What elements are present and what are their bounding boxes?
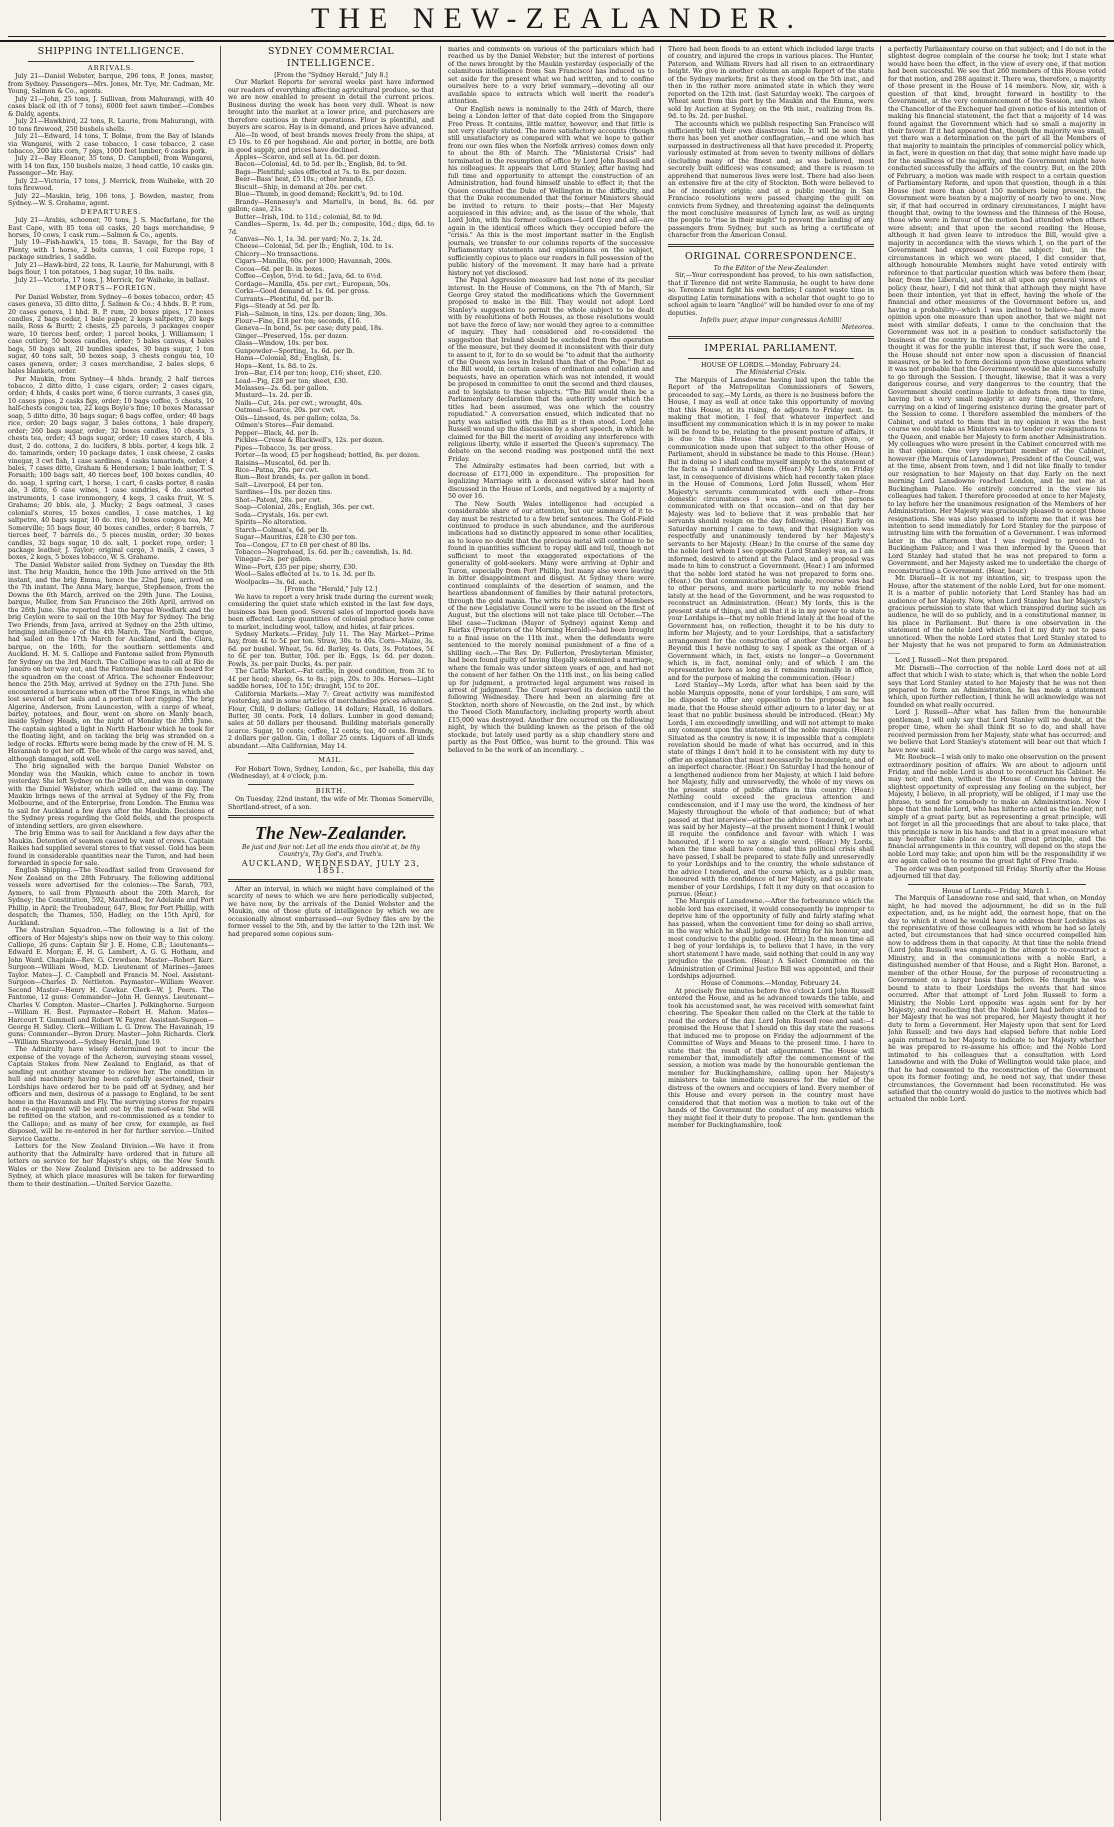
debate-paragraph: Lord J. Russell—Not then prepared. bbox=[895, 657, 1009, 665]
price-entry: Shot—Patent, 28s. per cwt. bbox=[235, 496, 323, 504]
price-entry: Flour—Fine, £18 per ton; seconds, £16. bbox=[235, 317, 362, 325]
price-entry: Canvas—No. 1, 1s. 3d. per yard; No. 2, 1s. 2d. bbox=[235, 235, 383, 243]
divider bbox=[248, 784, 414, 785]
price-entry: Sardines—10s. per dozen tins. bbox=[235, 489, 333, 497]
source-note: [From the "Herald," July 12.] bbox=[284, 586, 378, 594]
divider bbox=[908, 884, 1086, 885]
arrival-entry: July 21—Bay Eleanor, 35 tons, D. Campbell, from Wangarei, with 14 ton flax, 150 bushels maize, 3 head cattle, 10 casks gin. Passenger—Mr. Hay. bbox=[8, 155, 214, 178]
article-paragraph: maries and comments on various of the particulars which had reached us by the Daniel Webster; but the interest of portions of the news brought by the Maukin yesterday (especially of the calamitous intelligence from San Francisco) has induced us to set aside for the present what we had written, and to confine ourselves here to a very brief summary,—devoting all our available space to extracts which well merit the reader's attention. bbox=[448, 46, 654, 106]
price-entry: Oils—Linseed, 4s. per gallon; colza, 5s. bbox=[235, 414, 361, 422]
debate-paragraph: Mr. Roebuck—I wish only to make one observation on the present extraordinary position of affairs. We are about to adjourn until Friday, and the noble Lord is about to reconstruct his Cabinet. He may not; and then, without the House of Commons having the slightest opportunity of expressing any feeling on the subject, her Majesty, I believe, in all propriety, will be obliged, if I may use the phrase, to send for somebody to make an Administration. Now I hope that the noble Lord, who has hitherto acted as the leader, not simply of a great party, but as representing a great principle, will not forget in all the proceedings that are about to take place, that this principle is now in his hands; and that in a great measure what may hereafter take place as to that great principle, and the financial arrangements in this country, will depend on the steps the noble Lord may take; and upon him will be the responsibility if we are again called on to resume the great fight of Free Trade. bbox=[888, 754, 1106, 866]
price-entry: Biscuit—Ship, in demand at 20s. per cwt. bbox=[235, 183, 368, 191]
debate-paragraph: The order was then postponed till Friday. Shortly after the House adjourned till that day. bbox=[888, 865, 1106, 881]
price-entry: Glass—Window, 10s. per box. bbox=[235, 340, 329, 348]
price-entry: Rum—Best brands, 4s. per gallon in bond. bbox=[235, 474, 370, 482]
price-entry: Pickles—Crosse & Blackwell's, 12s. per dozen. bbox=[235, 437, 385, 445]
price-entry: Salt—Liverpool, £4 per ton. bbox=[235, 481, 324, 489]
arrival-entry: July 21—Hawkbird, 22 tons, R. Laurie, from Mahurangi, with 10 tons firewood, 250 bushels shells. bbox=[8, 118, 214, 133]
california-markets: California Markets.—May 7: Great activity was manifested yesterday, and in some articles of merchandise prices advanced. Flour, Chili, 9 dollars; Gallego, 14 dollars; Haxall, 16 dollars. Butter, 30 cents. Pork, 14 dollars. Lumber in good demand; sales at 50 dollars per thousand. Building materials generally scarce. Sugar, 10 cents; coffee, 12 cents; tea, 40 cents. Brandy, 2 dollars per gallon. Gin, 1 dollar 25 cents. Liquors of all kinds abundant.—Alta Californian, May 14. bbox=[228, 690, 434, 750]
debate-paragraph: Mr. Disraeli—The correction of the noble Lord does not at all affect that which I wish to state; which is, that when the noble Lord says that Lord Stanley stated to her Majesty that he was not then prepared to form an Administration, he has made a statement which, upon further reflection, I think he will acknowledge was not founded on what really occurred. bbox=[888, 664, 1106, 709]
price-entry: Spirits—No alteration. bbox=[235, 519, 307, 527]
price-entry: Wine—Port, £35 per pipe; sherry, £30. bbox=[235, 563, 358, 571]
price-entry: Tobacco—Negrohead, 1s. 6d. per lb.; cavendish, 1s. 8d. bbox=[235, 549, 413, 556]
price-entry: Geneva—In bond, 5s. per case; duty paid, 18s. bbox=[235, 325, 384, 333]
market-report: We have to report a very brisk trade during the current week; considering the quiet state which existed in the last few days, business has been good. Several sales of imported goods have been effected. Large quantities of colonial produce have come to market, including wool, tallow, and hides, at fair prices. bbox=[228, 593, 434, 631]
shipping-heading: SHIPPING INTELLIGENCE. bbox=[37, 46, 185, 57]
source-note: [From the "Sydney Herald," July 8.] bbox=[274, 72, 388, 79]
arrival-entry: July 21—Daniel Webster, barque, 296 tons, P. Jones, master, from Sydney. Passengers—Mrs. Jones, Mr. Tye, Mr. Cadman, Mr. Young, Salmon & Co., agents. bbox=[8, 73, 214, 96]
divider bbox=[228, 879, 434, 882]
column-3 bbox=[448, 46, 654, 1821]
debate-paragraph: Mr. Disraeli—It is not my intention, sir, to trespass upon the House, after the statement of the noble Lord, but for one moment. It is a matter of public notoriety that Lord Stanley has had an audience of her Majesty. Now, when Lord Stanley has her Majesty's gracious permission to state that which transpired during such an audience, he will do so publicly, and in a constitutional manner, in his place in Parliament. But there is one observation in the statement of the noble Lord which I feel it my duty not to pass unnoticed. When the noble Lord states that Lord Stanley stated to her Majesty that he was not prepared to form an Administration—— bbox=[888, 575, 1106, 657]
column-4 bbox=[668, 46, 874, 1821]
arrivals-heading: ARRIVALS. bbox=[87, 64, 135, 72]
price-entry: Beer—Bass' best, £5 10s.; other brands, £5. bbox=[235, 176, 376, 184]
lords-friday-heading: House of Lords.—Friday, March 1. bbox=[942, 887, 1052, 895]
article-paragraph: Our English news is nominally to the 24th of March, there being a London letter of that date copied from the Singapore Free Press. It contains, little matter, however, and that little is not very clearly stated. The more satisfactory accounts (though still unsatisfactory as compared with what we hope to gather from our own files when the Norfolk arrives) comes down only to about the 8th of March. The "Ministerial Crisis" had terminated in the resumption of office by Lord John Russell and his colleagues. It appears that Lord Stanley, after having had full time and opportunity to attempt the construction of an Administration, had found himself unable to effect it; that the Queen consulted the Duke of Wellington in the difficulty, and that the Duke recommended that the former Ministers should be invited to return to their posts;—that Her Majesty acquiesced in this advice; and, as the issue of the whole, that Lord John, with his former colleagues—Lord Grey and all—are again in the identical offices which they occupied before the "crisis." As this is the most important matter in the English journals, we transfer to our columns reports of the successive Parliamentary statements and explanations on the subject, sufficiently copious to place our readers in full possession of the public history of the movement. It may have had a private history not yet disclosed. bbox=[448, 105, 654, 277]
price-entry: Soda—Crystals, 16s. per cwt. bbox=[235, 511, 329, 519]
price-entry: Tea—Congou, £7 to £8 per chest of 80 lbs. bbox=[235, 541, 371, 549]
masthead-rule bbox=[8, 36, 1106, 37]
price-entry: Iron—Bar, £14 per ton; hoop, £16; sheet, £20. bbox=[235, 370, 382, 378]
letters-notice: Letters for the New Zealand Division.—We have it from authority that the Admiralty have ordered that in future all letters on service for her Majesty's ships, on the New South Wales or the New Zealand Division are to be addressed to Sydney, at which place measures will be taken for forwarding them to their destination.—United Service Gazette. bbox=[8, 1143, 214, 1188]
price-entry: Hops—Kent, 1s. 8d. to 2s. bbox=[235, 362, 318, 370]
debate-paragraph: The Marquis of Lansdowne having laid upon the table the Report of the Metropolitan Commissioners of Sewers, proceeded to say,—My Lords, as there is no business before the House, I may as well at once take this opportunity of moving that this House, at its rising, do adjourn to Friday next. In making that motion, I feel that whatever imperfect and insufficient my communication which it is in my power to make will be found to be, relating to the present posture of affairs, it is due to this House that any information given, or communication made upon that subject to the other House of Parliament, should in substance be made to this House. (Hear.) But in doing so I shall confine myself simply to the statement of the facts as I understand them. (Hear.) My Lords, on Friday last, in consequence of divisions which had recently taken place in the House of Commons, Lord John Russell, whom Her Majesty's servants communicated with each other—from domestic circumstances I was not one of the persons communicated with on that occasion—and on that day her Majesty was led to believe that it was probable that her servants should resign on the day following. (Hear.) Early on Saturday morning I came to town, and that resignation was respectfully and unanimously tendered by her Majesty's servants to her Majesty. (Hear.) In the course of the same day the noble lord whom I see opposite (Lord Stanley) was, as I am informed, desired to attend at the Palace, and a proposal was made to him to construct a Government. (Hear.) I am informed that the noble lord stated he was not prepared to form one. (Hear.) On that communication being made, recourse was had to other persons, and more particularly to my noble friend lately at the head of the Government, and he was requested to reconstruct an Administration. (Hear.) My lords, this is the present state of things, and all that it is in my power to state to your Lordships is—that my noble friend lately at the head of the Government has, on reflection, thought it to be his duty to inform her Majesty, and to your Lordships, that a satisfactory arrangement for the construction of another Cabinet. (Hear.) Beyond this I have nothing to say. I speak as the organ of a Government which, in fact, exists no longer—a Government which is, in fact, nominal only; and of which I am the representative here as long as it remains nominally in office, and for the purpose of making the communication. (Hear.) bbox=[668, 376, 874, 682]
letter-body: Sir,—Your correspondent has proved, to his own satisfaction, that if Terence did not write Ramnusia, he ought to have done so. Terence must fight his own battles; I cannot waste time in disputing Latin terminations with a scholar that ought to go to school again to learn "Anglicé" will be handed over to one of my deputies. bbox=[668, 272, 874, 317]
price-entry: Coffee—Ceylon, 5½d. to 6d.; Java, 6d. to 6½d. bbox=[235, 273, 383, 281]
departure-entry: July 21—Hawk-bird, 22 tons, R. Laurie, for Mahurangi, with 8 bags flour, 1 ton potatoes, 1 bag sugar, 10 lbs. nails. bbox=[8, 261, 214, 277]
debate-paragraph: Lord J. Russell—After what has fallen from the honourable gentleman, I will only say that Lord Stanley will no doubt, at the proper time, when he shall think fit so to do, and shall have received permission from her Majesty, state what has occurred; and we believe that Lord Stanley's statement will bear out that which I have now said. bbox=[888, 709, 1106, 754]
price-list bbox=[228, 132, 434, 587]
correspondence-address: To the Editor of the New-Zealander. bbox=[713, 264, 829, 272]
leader-paragraph: After an interval, in which we might have complained of the scarcity of news to which we are here periodically subjected, we have now, by the arrivals of the Daniel Webster and the Maukin, one of those gluts of intelligence by which we are occasionally almost embarrassed—our Sydney files are by the former vessel to the 5th, and by the latter to the 12th inst. We had prepared some copious sum- bbox=[228, 885, 434, 938]
article-paragraph: The Papal Aggression measure had lost none of its peculiar interest. In the House of Commons, on the 7th of March, Sir George Grey stated the modifications which the Government proposed to make in the Bill. They would not adopt Lord Stanley's suggestion to permit the whole subject to be dealt with by resolutions of both Houses, as those resolutions would not have the force of law; nor would they agree to a committee of inquiry. They had considered and re-considered the suggestion that Ireland should be excluded from the operation of the measure, but they deemed it inconsistent with their duty to assent to it, for to do so would be "to admit that the authority of the Queen was less in Ireland than that of the Pope." But as the Bill would, in certain cases of ordination and collation and bequests, have an operation which was not intended, it would be proposed in committee to omit the second and third clauses, and to legislate to these subjects. "The Bill would then be a Parliamentary declaration that the authority under which the titles had been assumed, was one which the country repudiated." A conversation ensued, which indicated that no party was satisfied with the Bill as it then stood. Lord John Russell wound up the discussion by a short speech, in which he claimed for the Bill the merit of avoiding any interference with religious liberty, while it asserted the Queen's supremacy. The debate on the second reading was postponed until the next Friday. bbox=[448, 277, 654, 463]
debate-paragraph: The Marquis of Lansdowne rose and said, that when, on Monday night, he had moved the adjournment, he did so in the full expectation, and, as he might add, the earnest hope, that on the day to which it stood he would have to address their Lordships as the representative of those colleagues with whom he had so lately acted, but circumstances that had since occurred compelled him now to address them in that capacity. At that time the noble friend (Lord John Russell) was engaged in the attempt to re-construct a Ministry, and in the communications with a noble Earl, a distinguished member of that House, and a Right Hon. Baronet, a member of the other House, for the purpose of reconstructing a Government on a larger basis than before. He thought he was bound to state to their Lordships the events that had since occurred. After that attempt of Lord John Russell to form a Ministry, the Noble Lord opposite was again sent for by her Majesty; and recollecting that the Noble Lord had before stated to her Majesty that he was not prepared, her Majesty thought it her duty to form a Government. Her Majesty upon that sent for Lord John Russell; and two days had elapsed before that noble Lord again returned to her Majesty to indicate to her Majesty whether he was prepared to re-assume his office; and the Noble Lord intimated to his colleagues that a consultation with Lord Lansdowne and with the Duke of Wellington would take place, and that he had consented to the reconstruction of the Government upon its former footing; and, he need not say, that under these circumstances, the Government had been reconstituted. He was satisfied that the country would do justice to the motives which had actuated the noble Lord. bbox=[888, 895, 1106, 1104]
news-paragraph: The brig signalled with the barque Daniel Webster on Monday was the Maukin, which came to anchor in town yesterday. She left Sydney on the 29th ult., and was in company with the Daniel Webster, which sailed on the same day. The Maukin brings news of the arrival at Sydney of the Fly, from Melbourne, and of the Enterprise, from London. The Emma was to sail for Auckland a few days after the Maukin. Decisions of the Sydney press regarding the Gold fields, and the prospects of intending settlers, are given elsewhere. bbox=[8, 763, 214, 830]
sydney-markets: Sydney Markets.—Friday, July 11. The Hay Market—Prime hay, from 4£ to 5£ per ton. Straw, 30s. to 40s. Corn—Maize, 3s. 6d. per bushel. Wheat, 5s. 6d. Barley, 4s. Oats, 3s. Potatoes, 5£ to 6£ per ton. Butter, 10d. per lb. Eggs, 1s. 6d. per dozen. Fowls, 3s. per pair. Ducks, 4s. per pair. bbox=[228, 630, 434, 668]
price-entry: Ale—In wood, of best brands moves freely from the ships, at £5 10s. to £6 per hogshead. Ale and porter, in bottle, are both in good supply, and prices have declined. bbox=[228, 131, 434, 154]
price-entry: Mustard—1s. 2d. per lb. bbox=[235, 392, 313, 400]
departures-heading: DEPARTURES. bbox=[80, 207, 142, 216]
birth-notice: On Tuesday, 22nd instant, the wife of Mr. Thomas Somerville, Shortland-street, of a son. bbox=[228, 796, 434, 811]
price-entry: Starch—Colman's, 6d. per lb. bbox=[235, 526, 329, 534]
column-5 bbox=[888, 46, 1106, 1821]
news-paragraph: The brig Emma was to sail for Auckland a few days after the Maukin. Detention of seamen caused by want of crews. Captain Raikes had supplied several stores to that vessel. Gold has been found in considerable quantities near the Turon, and had been forwarded in specie for sale. bbox=[8, 830, 214, 868]
price-entry: Cocoa—6d. per lb. in boxes. bbox=[235, 265, 325, 273]
price-entry: Soap—Colonial, 28s.; English, 36s. per cwt. bbox=[235, 504, 375, 512]
price-entry: Oatmeal—Scarce, 20s. per cwt. bbox=[235, 407, 336, 415]
commons-heading: House of Commons.—Monday, February 24. bbox=[700, 980, 842, 988]
column-divider bbox=[440, 46, 441, 1821]
lords-heading: HOUSE OF LORDS.—Monday, February 24. bbox=[701, 361, 841, 369]
departure-entry: July 21—Victoria, 17 tons, J. Merrick, for Waiheke, in ballast. bbox=[15, 276, 210, 284]
imports-heading: IMPORTS—FOREIGN. bbox=[65, 284, 157, 293]
debate-paragraph: The Marquis of Lansdowne.—After the forbearance which the noble lord has exercised, it would consequently be improper to deprive him of the opportunity of fully and fairly stating what has passed, when the convenient time for doing so shall arrive, in the way which he shall judge most fitting for his honour, and most conducive to the public good. (Hear.) In the mean time all I beg of your lordships is, to believe that I have, in the very short statement I have made, said nothing that could in any way prejudice the question. (Hear.) A Select Committee on the Administration of Criminal Justice Bill was appointed, and their Lordships adjourned. bbox=[668, 898, 874, 981]
debate-paragraph: a perfectly Parliamentary course on that subject; and I do not in the slightest degree complain of the course he took; but I state what would have been the effect, in the view of every one, if that motion had been successful. We see that 260 members of this House voted for that motion, and 288 against it. There was, therefore, a majority of those present in the House of 14 members. Now, sir, with a question of that kind, brought forward in hostility to the Government, at the very commencement of the Session, and when the Chancellor of the Exchequer had given notice of his intention of making his financial statement, the fact that a majority of 14 was found against the Government which had so small a majority in their favour. If it had appeared that, though the majority was small, yet there was a determination on the part of all the Members of that majority to maintain the principles of commercial policy which, in fact, were in question on that day, that some might have made up for the smallness of the majority, and the Government might have conducted successfully the affairs of the country. But, on the 20th of February, a motion was made with respect to a certain question of Parliamentary Reform, and upon that question, though in a thin House (not more than about 150 members being present), the Government were beaten by a majority of nearly two to one. Now, sir, if that had occurred in ordinary circumstances, I might have thought that, owing to the lowness and the thinness of the House, those who were in favour of the motion had attended when others were absent; and that upon the second reading the House, although it had given leave to introduce the Bill, would give a majority in accordance with the views which I, on the part of the Government had expressed on the subject; but, in the circumstances in which we were placed, I did consider that, although honourable Members might have voted entirely with reference to that particular question which was before them (hear, hear, from the Liberals), and not at all upon any general views of policy (hear, hear), I did not think that although they might have been their intention, yet that in effect, having the whole of the financial and other measures of the Government before us, and having a probability—which I was inclined to believe—had more opinion upon one measure than upon another, that we might not meet with similar defeats, I came to the conclusion that the Government was not in a position to conduct satisfactorily the business of the country in this House during the Session, and I thought it was for the public interest that, if such were the case, the House should not enter now upon a discussion of financial measures, or be led to form decisions upon those questions where it was not probable that the Government would be able successfully to go through the Session. I thought, likewise, that it was a very dangerous course, and very dangerous to the country, that the Government should continue liable to defeats from time to time, having but a very small majority at any time, and, therefore, carrying on a kind of lingering existence during the greater part of the Session to come. I therefore assembled the members of the Cabinet, and stated to them that in my opinion it was the best course we could take as Ministers was to tender our resignations to the Queen, and enable her Majesty to form another Administration. My colleagues who were present in the Cabinet concurred with me in that opinion. One very important member of the Cabinet, however (the Marquis of Lansdowne), President of the Council, was at the time, absent from town, and I did not like finally to tender our resignation to her Majesty on that day. Early on the next morning Lord Lansdowne reached London, and he met me at Buckingham Palace. He entirely concurred in the view his colleagues had taken. I therefore proceeded at once to her Majesty, to lay before her the unanimous resignation of the Members of her Administration. Her Majesty was graciously pleased to accept those resignations. She was also pleased to inform me that it was her intention to send immediately for Lord Stanley for the purpose of intrusting him with the formation of a Government. I was informed later in the afternoon that I was required to proceed to Buckingham Palace; and I was then informed by the Queen that Lord Stanley had stated that he was not prepared to form a Government, and her Majesty asked me to undertake the charge of reconstructing a Government. (Hear, hear.) bbox=[888, 46, 1106, 575]
divider bbox=[248, 753, 414, 754]
price-entry: Candles—Sperm, 1s. 4d. per lb.; composite, 10d.; dips, 6d. to 7d. bbox=[228, 221, 434, 236]
column-2 bbox=[228, 46, 434, 1821]
imports-text: Per Maukin, from Sydney—4 hhds. brandy, 2 half tierces tobacco, 2 ditto ditto, 1 case cigars, order; 2 cases cigars, order; 4 hhds, 4 casks port wine, 6 tierce currants, 3 cases gin, 10 cases pipes, 2 casks figs, order; 10 bags coffee, 5 chests, 10 half-chests congou tea, 22 kegs Boyle's fine; 10 boxes Macassar soap, 5 ditto ditto, 30 bags sugar; 6 bags coffee, order; 40 bags rice, order; 20 bags sugar, 3 bales cottons, 1 bale drapery, order; 260 bags sugar, order; 32 boxes candles, 10 chests, 3 chests tea, order; 43 bags sugar, order; 10 cases starch, 4 bls. dust, 2 do. cottons, 2 do. lucifers, 8 bbls. porter, 4 kegs blk. 2 do. tamarinds, order; 10 package dates, 1 cask cheese, 2 casks vinegar, 3 cwt fish, 1 case sardines, 4 casks tamarinds, order; 4 bales, 7 cases ditto, Graham & Henderson; 1 bale leather, T. S. Forsaith; 100 bags salt, 40 tierces beef, 100 boxes candles, 40 do. soap, 1 spring cart, 1 horse, 1 cart, 6 casks porter, 8 casks ale, 3 ditto, 6 case wines, 1 case sundries, 4 do. assorted instruments, 1 case ironmongery, 4 kegs, 3 casks fruit, W. S. Grahame; 20 bbls. ale, J. Mucky; 2 bags oatmeal, 3 cases colonial's stores, 15 boxes candles, 1 case matches, 1 kg saltpetre, 40 bags sugar, 10 do. rice, 10 boxes congou tea, Mr. Somerville; 55 bags flour, 40 boxes candles, order; 8 barrels, 7 tierces beef, 7 barrels do., 5 pieces muslin, order; 30 boxes candles, 32 bags sugar, 10 do. salt, 1 pocket rope, order; 1 package leather, J. Taylor; original cargo, 3 mails, 2 cases, 3 boxes, 2 kegs, 5 boxes tobacco, W. S. Grahame. bbox=[8, 375, 214, 562]
price-entry: Blue—Thumb, in good demand; Reckitt's, 9d. to 10d. bbox=[235, 191, 404, 199]
column-divider bbox=[880, 46, 881, 1821]
divider bbox=[668, 336, 874, 339]
mail-heading: MAIL. bbox=[318, 756, 344, 765]
admiralty-notice: The Admiralty have wisely determined not to incur the expense of the voyage of the Acheron, surveying steam vessel, Captain Stokes from New Zealand to England, as that of sending out another steamer to relieve her. The condition in hull and machinery having been carefully ascertained, their Lordships have ordered her to be paid off at Sydney, and her officers and men, desirous of a passage to England, to be sent home in the Havannah and Fly. The surveying stores for repairs and re-equipment will be sent out by the men-of-war. She will be refitted on the station, and re-commissioned as a tender to the Calliope; and as many of her crew, for example, as feel disposed, will be re-entered in her for further service.—United Service Gazette. bbox=[8, 1046, 214, 1143]
correspondence-heading: ORIGINAL CORRESPONDENCE. bbox=[685, 250, 857, 262]
divider bbox=[28, 61, 194, 62]
arrival-entry: July 21—Edward, 14 tons, T. Bolme, from the Bay of Islands via Wangarei, with 2 case tobacco, 1 case tobacco, 2 case tobacco, 200 kits corn, 7 pigs, 1000 feet lumber, 6 casks pork. bbox=[8, 133, 214, 155]
debate-paragraph: At precisely five minutes before five o'clock Lord John Russell entered the House, and as he advanced towards the table, and took his accustomed seat, he was received with somewhat faint cheering. The Speaker then called on the Clerk at the table to read the orders of the day. Lord John Russell rose and said:—I promised the House that I should on this day state the reasons that induced me to propose on Friday the adjournment of the Committee of Ways and Means to the present time. I have to state that the result of that adjournment. The House will remember that, immediately after the commencement of the session, a motion was made by the honourable gentleman the member for Buckinghamshire, calling upon her Majesty's ministers to take immediate measures for the relief of the distress of the owners and occupiers of land. Every member of this House and every person in the country must have considered that that motion was a motion to take out of the hands of the Government the conduct of any measures which they might feel it their duty to propose. The hon. gentleman the member for Buckinghamshire, took bbox=[668, 987, 874, 1130]
price-entry: Pepper—Black, 4d. per lb. bbox=[235, 429, 319, 437]
masthead bbox=[0, 0, 1114, 42]
market-intro: Our Market Reports for several weeks past have informed our readers of everything affecting agricultural produce, so that we are now enabled to present in detail the current prices. Business during the week has been very dull. Wheat is now brought into the market at a lower price, and purchasers are therefore cautious in their operations. Flour is plentiful, and buyers are scarce. Hay is in demand, and prices have advanced. bbox=[228, 79, 434, 132]
price-entry: Brandy—Hennessy's and Martell's, in bond, 8s. 6d. per gallon; case, 21s. bbox=[228, 198, 434, 214]
price-entry: Chicory—No transactions. bbox=[235, 250, 319, 258]
price-entry: Bags—Plentiful; sales effected at 7s. to 8s. per dozen. bbox=[235, 168, 407, 176]
paper-motto: Be just and fear not: Let all the ends thou aim'st at, be thy Country's, Thy God's, and Truth's. bbox=[242, 843, 420, 858]
price-entry: Sugar—Mauritius, £28 to £30 per ton. bbox=[235, 534, 358, 542]
masthead-title: THE NEW-ZEALANDER. bbox=[311, 2, 803, 35]
letter-signature: Meteoros. bbox=[841, 324, 874, 332]
arrival-entry: July 22—Victoria, 17 tons, J. Merrick, from Waiheke, with 20 tons firewood. bbox=[8, 177, 214, 193]
english-shipping: English Shipping.—The Steadfast sailed from Gravesend for New Zealand on the 28th February. The following additional vessels were advertised for the colonies:—The Sarah, 793, Aymers, to sail from Plymouth about the 20th March, for Sydney; the Constitution, 592, Mauthead, for Adelaide and Port Phillip, in April; the Troubadour, 647, Blow, for Port Phillip, with despatch; the Thames, 550, Hadley, on the 15th April, for Auckland. bbox=[8, 867, 214, 927]
parliament-heading: IMPERIAL PARLIAMENT. bbox=[704, 342, 838, 354]
price-entry: Cigars—Manilla, 60s. per 1000; Havannah, 200s. bbox=[235, 258, 393, 266]
price-entry: Corks—Good demand at 1s. 6d. per gross. bbox=[235, 288, 370, 296]
price-entry: Gunpowder—Sporting, 1s. 6d. per lb. bbox=[235, 347, 355, 355]
letter-quote: Infelix puer, atque impar congressus Achilli! bbox=[700, 316, 842, 324]
price-entry: Cheese—Colonial, 5d. per lb.; English, 10d. to 1s. bbox=[235, 243, 394, 251]
price-entry: Pipes—Tobacco, 3s. per gross. bbox=[235, 444, 332, 452]
divider bbox=[228, 815, 434, 818]
crisis-heading: The Ministerial Crisis. bbox=[735, 369, 807, 377]
article-paragraph: The accounts which we publish respecting San Francisco will sufficiently tell their own disastrous tale. It will be seen that there has been yet another conflagration,—and one which has surpassed in destructiveness all that have preceded it. Property, variously estimated at from seven to twenty millions of dollars (including many of the finest and, as was believed, most securely built edifices) was consumed; and there is reason to apprehend that numerous lives were lost. There had also been an extensive fire at the city of Stockton. Both were believed to be of incendiary origin; and at a public meeting in San Francisco resolutions were passed charging the guilt on convicts from Sydney, and threatening against the delinquents the most conclusive measures of Lynch law, as well as urging the people to "rise in their might" to prevent the landing of any passengers from Sydney, but such as bring a certificate of character from the American Consul. bbox=[668, 120, 874, 240]
birth-heading: BIRTH. bbox=[315, 786, 347, 795]
arrival-entry: July 21—John, 25 tons, J. Sullivan, from Mahurangi, with 40 cases black oil (th of 7 tons), 6000 feet sawn timber.—Combes & Daldy, agents. bbox=[8, 95, 214, 118]
price-entry: Raisins—Muscatel, 6d. per lb. bbox=[235, 459, 331, 467]
price-entry: Currants—Plentiful, 6d. per lb. bbox=[235, 295, 334, 303]
price-entry: Porter—In wood, £5 per hogshead; bottled, 8s. per dozen. bbox=[235, 452, 421, 460]
commercial-heading: SYDNEY COMMERCIAL INTELLIGENCE. bbox=[267, 46, 395, 69]
price-entry: Fish—Salmon, in tins, 12s. per dozen; ling, 30s. bbox=[235, 310, 388, 318]
squadron-list: The Australian Squadron.—The following is a list of the officers of Her Majesty's ships now on their way to this colony. Calliope, 26 guns: Captain Sir J. E. Home, C.B.; Lieutenants—Edward E. Morgan; E. H. G. Lambert, A. G. G. Hotham, and John Ward. Chaplain—Rev. G. Crewdson. Master—Robert Kerr. Surgeon—William Wood, M.D. Lieutenant of Marines—James Taylor. Mates—J. C. Campbell and Francis M. Noel. Assistant-Surgeon—Charles D. Nettleton. Paymaster—William Weaver. Second Master—Henry H. Cawkar. Clerk—W. J. Peers. The Fantome, 12 guns: Commander—John H. Gennys. Lieutenant—Charles V. Compton. Master—Charles J. Polkinghorne. Surgeon—William H. Best. Paymaster—Robert H. Mahon. Mates—Harcourt T. Gummell and Robert W. Fayrer. Assistant-Surgeon—George H. Sidley. Clerk—William L. G. Drew. The Havannah, 19 guns: Commander—Byron Drury. Master—John Richards. Clerk—William Sharswood.—Sydney Herald, June 19. bbox=[8, 927, 214, 1046]
imports-text: Per Daniel Webster, from Sydney—6 boxes tobacco, order; 45 cases geneva, 35 ditto ditto, J. Salmon & Co.; 4 hhds. B. P. rum, 20 cases geneva, 1 hhd. B. P. rum, 20 boxes pipes, 17 boxes candles, 2 bags cedar, 1 bale paper, 2 kegs saltpetre, 20 kegs nails, Ross & Burtt; 2 chests, 25 parcels, 3 packages cooper ware, 10 tierces beef, order; 1 parcel books, J. Williamson; 1 case cutlery, 50 boxes candles, order; 5 bales canvas, 4 bales bags, 50 bags salt, 20 bundles spades, 30 bags sugar, 1 ton sugar, 40 tons salt, 50 boxes soap, 3 chests congou tea, 10 cases geneva, order; 3 cases merchandise, 2 bales slops, 6 bales blankets, order. bbox=[8, 293, 214, 376]
mail-notice: For Hobart Town, Sydney, London, &c., per Isabella, this day (Wednesday), at 4 o'clock, p.m. bbox=[228, 765, 434, 781]
price-entry: Molasses—2s. 6d. per gallon. bbox=[235, 385, 329, 393]
dateline: AUCKLAND, WEDNESDAY, JULY 23, 1851. bbox=[241, 858, 421, 876]
price-entry: Butter—Irish, 10d. to 11d.; colonial, 8d. to 9d. bbox=[235, 213, 383, 221]
price-entry: Lead—Pig, £28 per ton; sheet, £30. bbox=[235, 377, 348, 385]
column-divider bbox=[660, 46, 661, 1821]
arrival-entry: July 22—Maukin, brig, 106 tons, J. Bowden, master, from Sydney.—W. S. Grahame, agent. bbox=[8, 192, 214, 208]
divider bbox=[688, 358, 854, 359]
editorial-title-block bbox=[228, 822, 434, 875]
price-entry: Rice—Patna, 20s. per cwt. bbox=[235, 467, 319, 475]
cattle-market: The Cattle Market.—Fat cattle, in good condition, from 3£ to 4£ per head; sheep, 6s. to 8s.; pigs, 20s. to 30s. Horses—Light saddle horses, 10£ to 15£; draught, 15£ to 20£. bbox=[228, 668, 434, 691]
price-entry: Ginger—Preserved, 15s. per dozen. bbox=[235, 332, 349, 340]
article-paragraph: There had been floods to an extent which included large tracts of country, and injured the crops in various places. The Hunter, Paterson, and William Rivers had all risen to an extraordinary height. We give in another column an ample Report of the state of the Sydney markets; first as they stood on the 5th inst., and then in the rather more animated state in which they were reported on the 12th inst. (last Saturday week). The cargoes of Wheat sent from this port by the Maukin and the Emma, were sold by Auction at Sydney, on the 9th inst., realizing from 8s. 9d. to 9s. 2d. per bushel. bbox=[668, 46, 874, 121]
price-entry: Nails—Cut, 24s. per cwt.; wrought, 40s. bbox=[235, 399, 363, 407]
column-1 bbox=[8, 46, 214, 1821]
price-entry: Oilmen's Stores—Fair demand. bbox=[235, 422, 335, 430]
column-divider bbox=[220, 46, 221, 1821]
debate-paragraph: Lord Stanley—My Lords, after what has been said by the noble Marquis opposite, none of your lordships, I am sure, will be disposed to offer any opposition to the proposal he has made, that the House should either adjourn to a later day, or at least that no public business should be introduced. (Hear.) My Lords, I am exceedingly unwilling, and will not attempt to make any comment upon the statement of the noble marquis. (Hear.) Situated as the country is now, it is impossible that a complete revelation should be made of what has occurred, and in this state of things I don't hold it to be consistent with my duty to offer an explanation that must necessarily be incomplete, and of an imperfect character. (Hear.) On Saturday I had the honour of a lengthened audience from her Majesty, at which I laid before her Majesty, fully and unreservedly, the whole of my views on the present state of public affairs in this country. (Hear.) Nothing could exceed the gracious attention and condescension, and if I may use the word, the kindness of her Majesty throughout the whole of that audience; but of what passed at that interview—either the advice I tendered, or what was said by her Majesty—at the present moment I think I would ill requite the confidence and favour with which I was honoured, if I were to say a single word. (Hear.) My Lords, when the time shall have come, and this political crisis shall have passed, I shall be prepared to state fully and unreservedly to your Lordships and to the country, the whole substance of the advice I tendered, and the course which, as a public man, honoured with the confidence of her Majesty, and as a private member of your Lordships, I felt it my duty on that occasion to pursue. (Hear.) bbox=[668, 682, 874, 899]
paper-name: The New-Zealander. bbox=[255, 822, 407, 843]
article-paragraph: The Admiralty estimates had been carried, but with a decrease of £171,000 in expenditure.. The proposition for legalizing Marriage with a deceased wife's sister had been discussed in the House of Lords, and negatived by a majority of 50 over 16. bbox=[448, 463, 654, 501]
price-entry: Figs—Steady at 5d. per lb. bbox=[235, 303, 320, 311]
price-entry: Wool—Sales effected at 1s. to 1s. 3d. per lb. bbox=[235, 571, 376, 579]
price-entry: Cordage—Manilla, 45s. per cwt.; European, 50s. bbox=[235, 280, 391, 288]
divider bbox=[668, 244, 874, 247]
price-entry: Woolpacks—3s. 6d. each. bbox=[235, 578, 316, 586]
article-paragraph: The New South Wales intelligence had occupied a considerable share of our attention, but our summary of it to-day must be restricted to a few brief sentences. The Gold-Field continued to produce in such abundance, and the auriferous indications had so distinctly appeared in some other localities, as to leave no doubt that the precious metal will continue to be found in quantities sufficient to repay skill and toil, though not sufficient to meet the exaggerated expectations of the generality of gold-seekers. Many were arriving at Ophir and Turon, especially from Port Phillip, but many also were leaving in bitter disappointment and disgust. At Sydney there were continued complaints of the desertion of seamen, and the heartless abandonment of families by their natural protectors, through the gold mania. The writs for the election of Members of the new Legislative Council were to be issued on the first of August, but the elections will not take place till October.—The libel case—Tuckman (Mayor of Sydney) against Kemp and Fairfax (Proprietors of the Morning Herald)—had been brought to a final issue on the 11th inst., when the defendants were sentenced to the merely nominal punishment of a fine of a shilling each.—The Rev. Dr. Fullerton, Presbyterian Minister, had been found guilty of having illegally solemnized a marriage, where the female was under sixteen years of age, and had not the consent of her father. On the 11th inst., on his being called up for judgment, a protracted legal argument was raised in arrest of judgment. The Court reserved its decision until the following Wednesday. There had been an alarming fire at Stockton, north shore of Newcastle, on the 2nd inst., by which the Tweed Cloth Manufactory, including property worth about £15,000 was destroyed. Another fire occurred on the following night, by which the building known as the prison of the old stockade, but lately used partly as a ship chandlery store and partly as the Post Office, was burnt to the ground. This was believed to be the work of an incendiary. .. bbox=[448, 500, 654, 754]
departure-entry: July 21—Arabis, schooner, 70 tons, J. S. Macfarlane, for the East Cape, with 85 tons oil casks, 20 bags merchandise, 9 horses, 10 cows, 1 cask rum.—Salmon & Co., agents. bbox=[8, 217, 214, 239]
departure-entry: July 19—Fish-hawk's, 15 tons, B. Savage, for the Bay of Plenty, with 1 horse, 2 bolts canvas, 1 coil Europe rope, 1 package sundries, 1 saddle. bbox=[8, 239, 214, 262]
price-entry: Vinegar—2s. per gallon. bbox=[235, 556, 312, 564]
price-entry: Hams—Colonial, 8d.; English, 1s. bbox=[235, 355, 342, 363]
news-paragraph: The Daniel Webster sailed from Sydney on Tuesday the 8th inst. The brig Maukin, hence the 19th June arrived on the 5th instant, and the brig Emma, hence the 22nd June, arrived on the 7th instant. The Anna Mary, barque, Stephenson, from the Downs the 6th March, arrived on the 29th June. The Louisa, barque, Muller, from San Francisco the 26th April, arrived on the 26th June. She reported that the barque Woodlark and the brig Ceylon were to sail on the 10th May for Sydney. The brig Two Friends, from Java, arrived at Sydney on the 25th ultimo, bringing intelligence of the 4th March. The Norfolk, barque, had sailed on the 17th March for Auckland, and the Clara, barque, on the 16th, for the southern settlements and Auckland. H. M. S. Calliope and Fantome sailed from Plymouth for Sydney on the 3rd March. The Calliope was to call at Rio de Janeiro on her way out, and the Fantome had mails on board for the squadron on the coast of Africa. The schooner Endeavour, hence the 25th May, arrived at Sydney on the 27th June. She encountered a hurricane when off the Three Kings, in which she lost several of her sails and a portion of her rigging. The brig Algerine, Anderson, from Launceston, with a cargo of wheat, barley, potatoes, and flour, went on shore on Manly beach, inside Sydney Heads, on the night of Monday the 30th June. The captain sighted a light in North Harbour which he took for the floating light, and on tacking the brig was stranded on a ledge of rocks. Efforts were being made by the crew of H. M. S. Havannah to get her off. The whole of the cargo was saved, and, although damaged, sold well. bbox=[8, 561, 214, 763]
price-entry: Apples—Scarce, and sell at 1s. 6d. per dozen. bbox=[235, 153, 381, 161]
price-entry: Bacon—Colonial, 4d. to 5d. per lb.; English, 8d. to 9d. bbox=[235, 161, 408, 169]
